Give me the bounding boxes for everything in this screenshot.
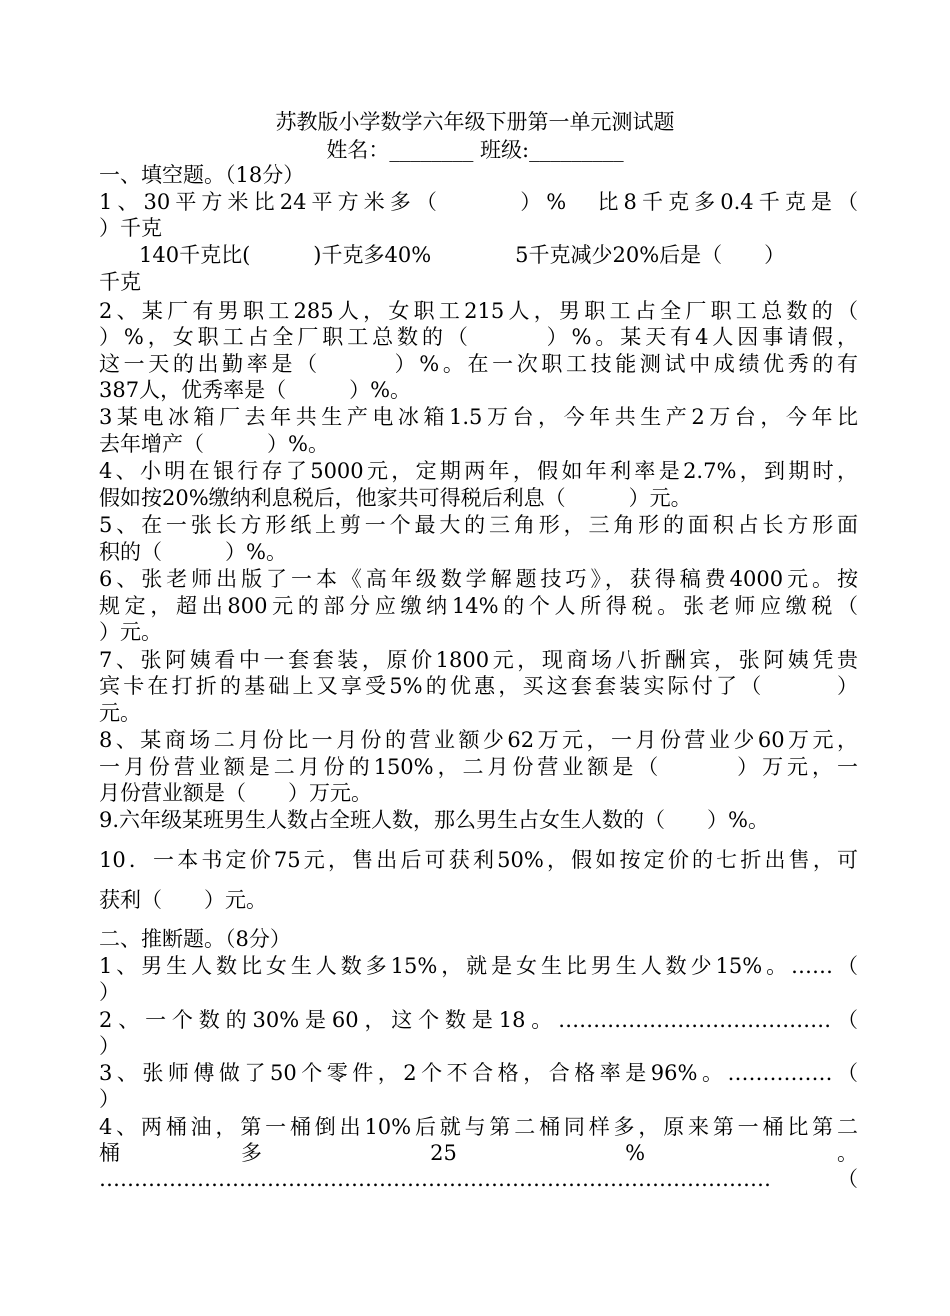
question-line: 元。: [99, 701, 141, 725]
question-line: ……………………………………………………………………………………（: [99, 1167, 858, 1191]
question-line: 积的（ ）%。: [99, 540, 287, 564]
question-line: 387人，优秀率是（ ）%。: [99, 378, 412, 402]
question-line: ）元。: [99, 620, 162, 644]
question-line: ）: [99, 1034, 120, 1058]
question-line: 桶 多 25 % 。: [99, 1141, 858, 1165]
question-line: 获利（ ）元。: [99, 888, 267, 912]
question-line: ）千克: [99, 216, 162, 240]
question-line: 140千克比( )千克多40% 5千克减少20%后是（ ）: [139, 243, 786, 267]
question-line: 1、男生人数比女生人数多15%，就是女生比男生人数少15%。……（: [99, 954, 858, 978]
question-line: 宾卡在打折的基础上又享受5%的优惠，买这套套装实际付了（ ）: [99, 674, 858, 698]
question-line: 3某电冰箱厂去年共生产电冰箱1.5万台，今年共生产2万台，今年比: [99, 405, 858, 429]
question-line: 6、张老师出版了一本《高年级数学解题技巧》，获得稿费4000元。按: [99, 567, 858, 591]
question-line: 8、某商场二月份比一月份的营业额少62万元，一月份营业少60万元，: [99, 728, 858, 752]
question-line: ）: [99, 1087, 120, 1111]
question-line: 月份营业额是（ ）万元。: [99, 781, 372, 805]
question-line: 9.六年级某班男生人数占全班人数，那么男生占女生人数的（ ）%。: [99, 808, 769, 832]
question-line: 规定，超出800元的部分应缴纳14%的个人所得税。张老师应缴税（: [99, 594, 858, 618]
question-line: 7、张阿姨看中一套套装，原价1800元，现商场八折酬宾，张阿姨凭贵: [99, 648, 858, 672]
question-line: 10．一本书定价75元，售出后可获利50%，假如按定价的七折出售，可: [99, 848, 858, 872]
question-line: ）%，女职工占全厂职工总数的（ ）%。某天有4人因事请假，: [99, 325, 858, 349]
question-line: 2、某厂有男职工285人，女职工215人，男职工占全厂职工总数的（: [99, 299, 858, 323]
question-line: ）: [99, 980, 120, 1004]
question-line: 一月份营业额是二月份的150%，二月份营业额是（ ）万元，一: [99, 755, 858, 779]
question-line: 5、在一张长方形纸上剪一个最大的三角形，三角形的面积占长方形面: [99, 513, 858, 537]
name-class-line: 姓名：________ 班级:_________: [326, 138, 624, 162]
question-line: 4、小明在银行存了5000元，定期两年，假如年利率是2.7%，到期时，: [99, 459, 858, 483]
document-title: 苏教版小学数学六年级下册第一单元测试题: [275, 110, 675, 134]
question-line: 这一天的出勤率是（ ）%。在一次职工技能测试中成绩优秀的有: [99, 352, 858, 376]
question-line: 千克: [99, 270, 141, 294]
question-line: 去年增产（ ）%。: [99, 432, 329, 456]
question-line: 2、一个数的30%是60，这个数是18。…………………………………（: [99, 1008, 858, 1032]
question-line: 假如按20%缴纳利息税后，他家共可得税后利息（ ）元。: [99, 486, 692, 510]
section-1-heading: 一、填空题。（18分）: [99, 163, 305, 187]
question-line: 3、张师傅做了50个零件，2个不合格，合格率是96%。……………（: [99, 1061, 858, 1085]
question-line: 4、两桶油，第一桶倒出10%后就与第二桶同样多，原来第一桶比第二: [99, 1115, 858, 1139]
section-2-heading: 二、推断题。（8分）: [99, 927, 291, 951]
question-line: 1、30平方米比24平方米多（ ）% 比8千克多0.4千克是（: [99, 190, 858, 214]
